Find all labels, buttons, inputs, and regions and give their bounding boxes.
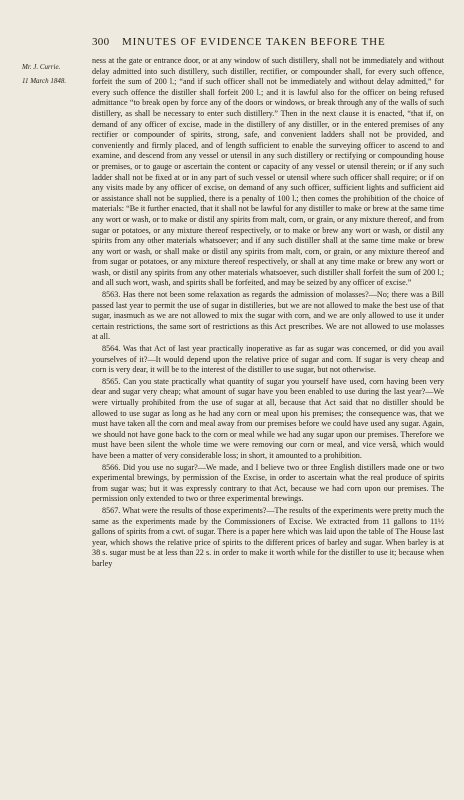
page-number: 300 — [92, 36, 110, 48]
paragraph-8565: 8565. Can you state practically what quantity of sugar you yourself have used, corn having been very dear and sugar very cheap; what amount of sugar have you been enabled to use during the last year?—We were virtually prohibited from the use of sugar at all, because that Act said that no distiller should be allowed to use sugar as long as he had any corn or meal upon his premises; the consequence was, that we must have taken all the corn and meal away from our premises before we could have used any sugar. Again, we should not have gone back to the corn or meal while we had any sugar upon our premises. Therefore we must have been silent the whole time we were removing our corn or meal, and vice versâ, which would have been a matter of very considerable loss; in short, it amounted to a prohibition. — [92, 376, 444, 460]
body-text — [92, 56, 444, 570]
margin-note — [22, 60, 88, 88]
paragraph-8567: 8567. What were the results of those experiments?—The results of the experiments were pretty much the same as the experiments made by the Commissioners of Excise. We extracted from 11 gallons to 11½ gallons of spirits from a cwt. of sugar. There is a paper here which was laid upon the table of The House last year, which shows the relative price of spirits to the different prices of barley and sugar. When barley is at 38 s. sugar must be at less than 22 s. in order to make it worth while for the distiller to use it; because when barley — [92, 505, 444, 568]
witness-name: Mr. J. Currie. — [22, 63, 61, 71]
page-header — [0, 36, 464, 52]
paragraph-8564: 8564. Was that Act of last year practically inoperative as far as sugar was concerned, or did you avail yourselves of it?—It would depend upon the relative price of sugar and corn. If sugar is very cheap and corn is very dear, it will be to the interest of the distiller to use sugar, but not otherwise. — [92, 344, 444, 375]
paragraph-8563: 8563. Has there not been some relaxation as regards the admission of molasses?—No; there was a Bill passed last year to permit the use of sugar in distilleries, but we are not allowed to make the best use of that sugar, inasmuch as we are not allowed to mix the sugar with corn, and we are only allowed to use it under certain restrictions, the same sort of restrictions as this Act prescribes. We are not allowed to use molasses at all. — [92, 290, 444, 342]
running-head: MINUTES OF EVIDENCE TAKEN BEFORE THE — [122, 36, 386, 48]
paragraph-statute-quote: ness at the gate or entrance door, or at any window of such distillery, shall not be immediately and without delay admitted into such distillery, such distiller, rectifier, or compounder shall, for every such offence, forfeit the sum of 200 l.; “and if such officer shall not be immediately and without delay admitted,” for every such offence the distiller shall forfeit 200 l.; and it is lawful also for the officer on being refused admittance “to break open by force any of the doors or windows, or break through any of the walls of such distillery, as shall be necessary to enter such distillery.” Then in the next clause it is enacted, “that if, on demand of any officer of excise, made in the distillery of any distiller, or in the entered premises of any rectifier or compounder of spirits, strong, safe, and convenient ladders shall not be provided, and conveniently and firmly placed, and of length sufficient to enable the surveying officer to ascend to and examine, and descend from any vessel or utensil in any such distillery or rectifying or compounding house or premises, or to gauge or ascertain the content or capacity of any vessel or utensil therein; or if any such ladder shall not be fixed at or in any part of such vessel or utensil where such officer shall require; or if on any visits made by any officer of excise, on demand of any such officer, sufficient lights and sufficient aid or assistance shall not be supplied, there is a penalty of 100 l.; then comes the prohibition of the choice of materials: “Be it further enacted, that it shall not be lawful for any distiller to make or brew at the same time any wort or wash, or to make or distil any spirits from malt, corn, or grain, or any mixture thereof, and from sugar or potatoes, or any mixture thereof respectively, or to make or brew any wort or wash, or distil any spirits from any other materials whatsoever; and if any such distiller shall at the same time make or brew any wort or wash, or shall make or distil any spirits from malt, corn, or grain, or any mixture thereof and from sugar or potatoes, or any mixture thereof respectively, or shall at any time make or brew any wort or wash, or distil any spirits from any other materials whatsoever, such distiller shall forfeit the sum of 200 l.; and all such wort, wash, and spirits shall be forfeited, and may be seized by any officer of excise.” — [92, 56, 444, 288]
paragraph-8566: 8566. Did you use no sugar?—We made, and I believe two or three English distillers made one or two experimental brewings, by permission of the Excise, in order to ascertain what the real produce of spirits from sugar was; but it was expressly contrary to that Act, because we had corn upon our premises. The permission only extended to two or three experimental brewings. — [92, 462, 444, 504]
evidence-date: 11 March 1848. — [22, 77, 67, 85]
